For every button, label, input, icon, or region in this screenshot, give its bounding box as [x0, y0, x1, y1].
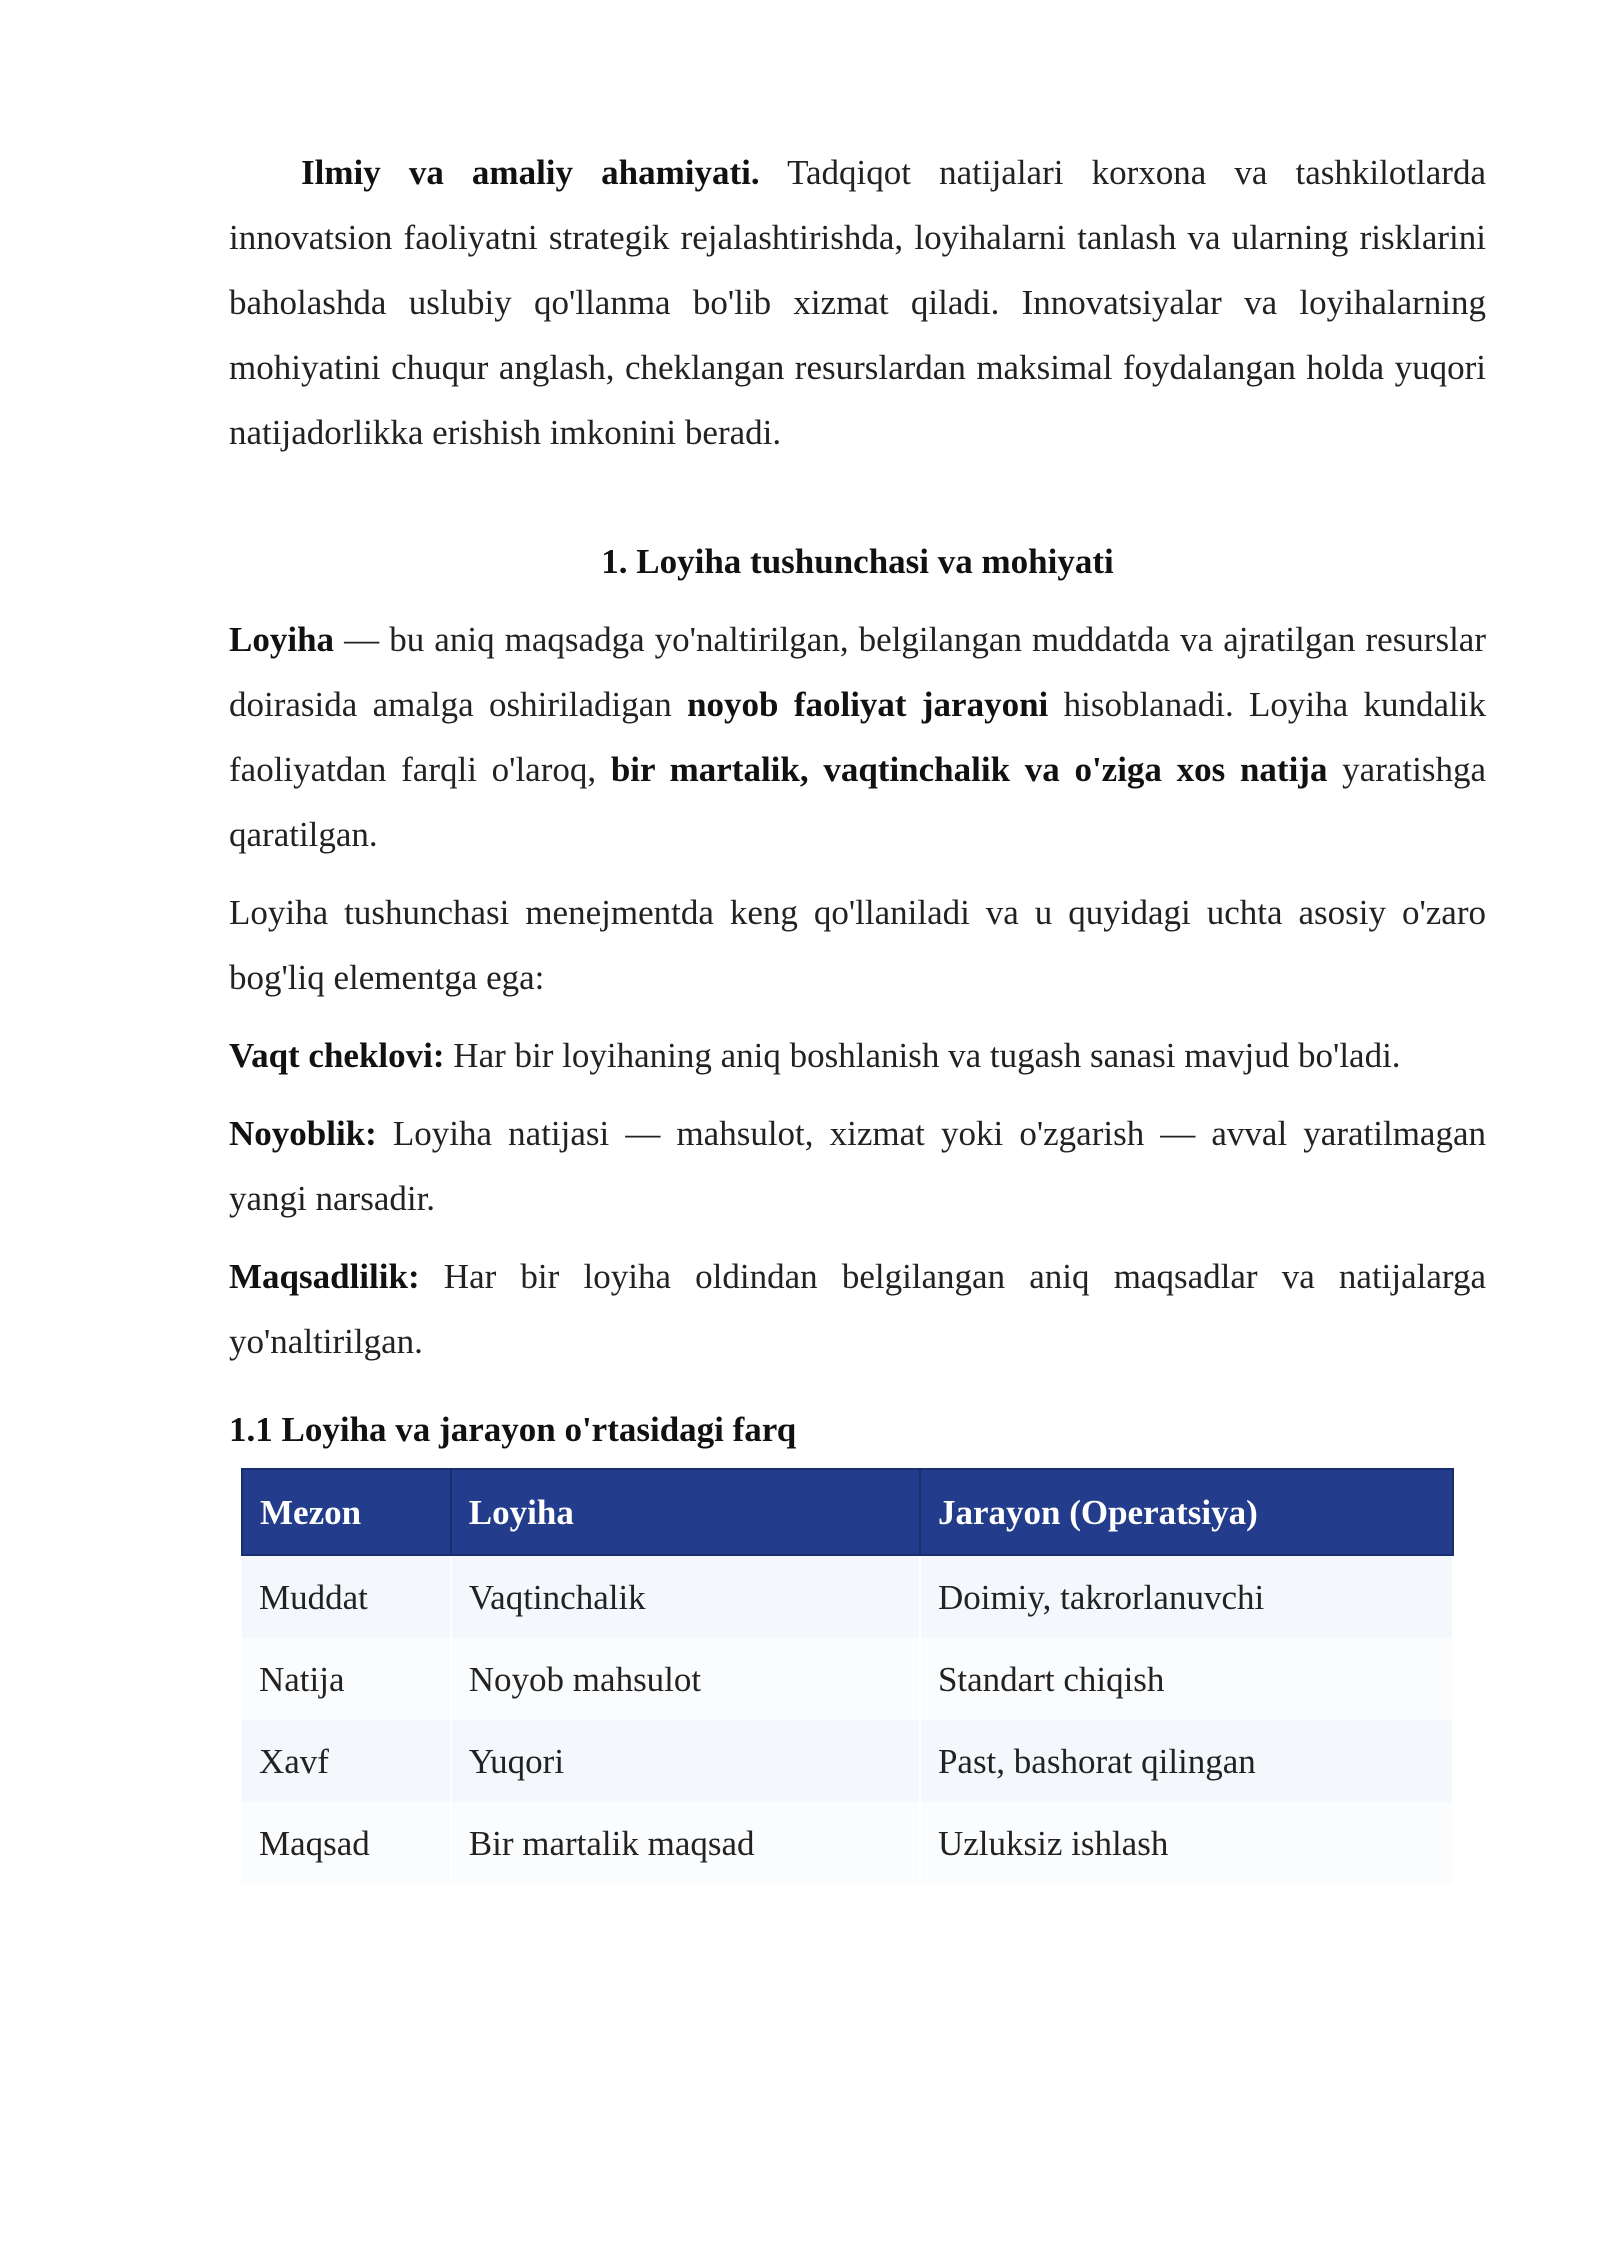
- element-text: Loyiha natijasi — mahsulot, xizmat yoki o'zgarish — avval yaratilmagan yangi narsadir.: [229, 1114, 1486, 1218]
- def-bold-3: bir martalik, vaqtinchalik va o'ziga xos natija: [610, 750, 1328, 789]
- element-term: Maqsadlilik:: [229, 1257, 420, 1296]
- table-cell: Uzluksiz ishlash: [920, 1802, 1453, 1884]
- table-row: [242, 1802, 1453, 1884]
- table-cell: Vaqtinchalik: [451, 1555, 920, 1638]
- table-header-cell: Mezon: [242, 1469, 451, 1555]
- table-row: [242, 1555, 1453, 1638]
- def-bold-2: noyob faoliyat jarayoni: [687, 685, 1049, 724]
- def-text-3: yaratishga qaratilgan.: [229, 750, 1486, 854]
- def-bold-1: Loyiha: [229, 620, 335, 659]
- intro-bold: Ilmiy va amaliy ahamiyati.: [301, 153, 760, 192]
- intro-text: Tadqiqot natijalari korxona va tashkilotlarda innovatsion faoliyatni strategik rejalashtirishda, loyihalarni tanlash va ularning risklarini baholashda uslubiy qo'llanma bo'lib xizmat qiladi. Innovatsiyalar va loyihalarning mohiyatini chuqur anglash, cheklangan resurslardan maksimal foydalangan holda yuqori natijadorlikka erishish imkonini beradi.: [229, 153, 1486, 452]
- table-cell: Past, bashorat qilingan: [920, 1720, 1453, 1802]
- element-paragraph-purpose: [229, 1244, 1486, 1374]
- element-term: Noyoblik:: [229, 1114, 377, 1153]
- table-row: [242, 1720, 1453, 1802]
- table-header-cell: Jarayon (Operatsiya): [920, 1469, 1453, 1555]
- table-cell: Standart chiqish: [920, 1638, 1453, 1720]
- table-row: [242, 1638, 1453, 1720]
- table-cell: Yuqori: [451, 1720, 920, 1802]
- element-term: Vaqt cheklovi:: [229, 1036, 445, 1075]
- table-cell: Muddat: [242, 1555, 451, 1638]
- table-cell: Maqsad: [242, 1802, 451, 1884]
- comparison-table: [241, 1468, 1454, 1884]
- table-cell: Xavf: [242, 1720, 451, 1802]
- table-header-row: [242, 1469, 1453, 1555]
- document-page: [229, 140, 1486, 1884]
- element-text: Har bir loyiha oldindan belgilangan aniq maqsadlar va natijalarga yo'naltirilgan.: [229, 1257, 1486, 1361]
- element-paragraph-time: [229, 1023, 1486, 1088]
- table-cell: Bir martalik maqsad: [451, 1802, 920, 1884]
- section-title: 1. Loyiha tushunchasi va mohiyati: [601, 542, 1114, 581]
- definition-paragraph: [229, 607, 1486, 867]
- table-cell: Noyob mahsulot: [451, 1638, 920, 1720]
- element-text: Har bir loyihaning aniq boshlanish va tugash sanasi mavjud bo'ladi.: [444, 1036, 1401, 1075]
- table-header-cell: Loyiha: [451, 1469, 920, 1555]
- intro-paragraph: [229, 140, 1486, 465]
- def-text-2: hisoblanadi. Loyiha kundalik faoliyatdan farqli o'laroq,: [229, 685, 1486, 789]
- table-cell: Natija: [242, 1638, 451, 1720]
- element-paragraph-uniqueness: [229, 1101, 1486, 1231]
- def-text-1: — bu aniq maqsadga yo'naltirilgan, belgilangan muddatda va ajratilgan resurslar doirasida amalga oshiriladigan: [229, 620, 1486, 724]
- table-cell: Doimiy, takrorlanuvchi: [920, 1555, 1453, 1638]
- elements-intro-paragraph: Loyiha tushunchasi menejmentda keng qo'llaniladi va u quyidagi uchta asosiy o'zaro bog'liq elementga ega:: [229, 893, 1486, 997]
- subsection-title: 1.1 Loyiha va jarayon o'rtasidagi farq: [229, 1410, 797, 1449]
